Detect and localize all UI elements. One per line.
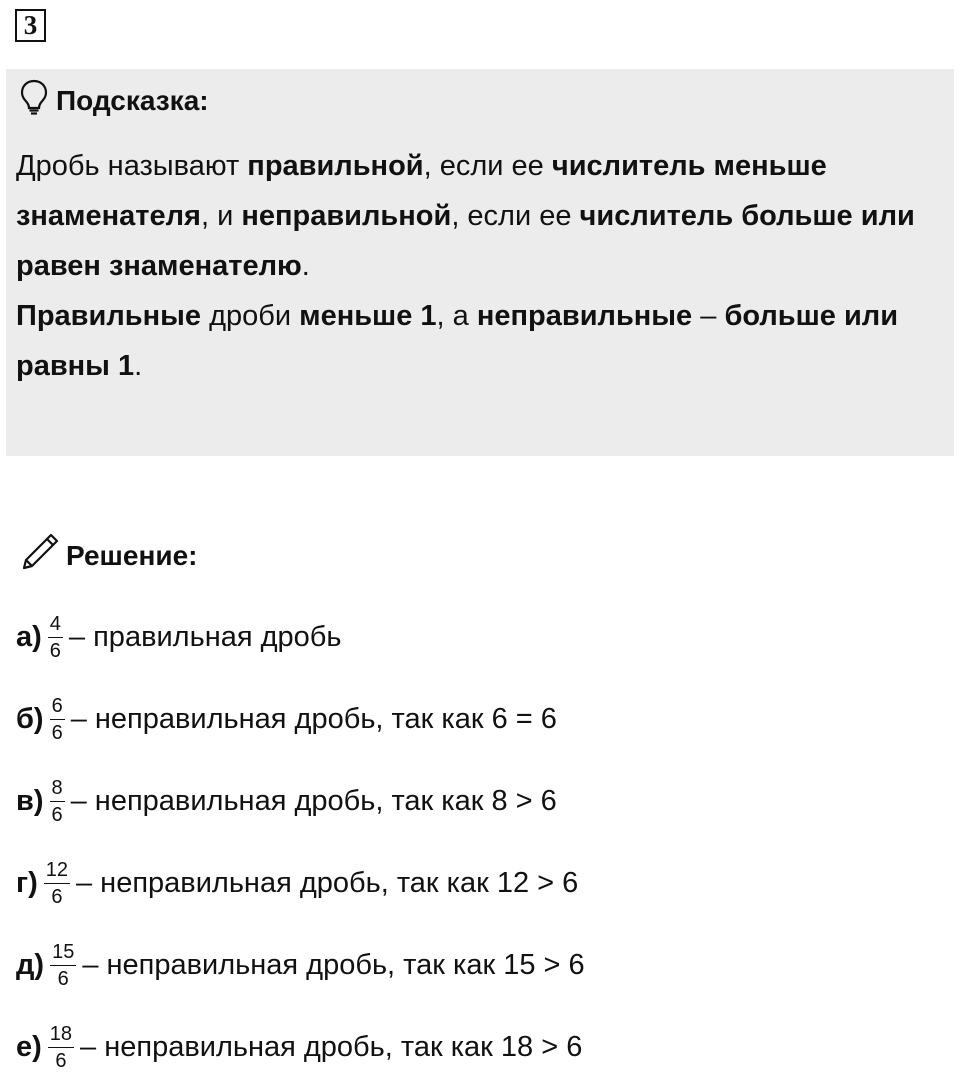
fraction-denominator: 6: [55, 1049, 67, 1072]
fraction-denominator: 6: [57, 967, 69, 990]
fraction-denominator: 6: [51, 885, 63, 908]
fraction-denominator: 6: [51, 803, 63, 826]
solution-item: [16, 842, 946, 924]
item-description: – правильная дробь: [68, 620, 342, 653]
hint-text-run: .: [134, 350, 143, 382]
fraction-numerator: 18: [48, 1024, 74, 1048]
hint-bold-text: числитель меньше знаменателя: [16, 150, 827, 232]
hint-header: [20, 79, 209, 122]
item-description: – неправильная дробь, так как 18 > 6: [80, 1030, 583, 1063]
hint-text-run: –: [692, 300, 725, 332]
item-letter: г): [16, 866, 38, 899]
hint-text-run: , а: [436, 300, 477, 332]
fraction-numerator: 12: [44, 860, 70, 884]
hint-text: [16, 141, 944, 391]
solution-item: [16, 678, 946, 760]
fraction: [50, 778, 65, 825]
fraction-numerator: 8: [50, 778, 65, 802]
fraction-denominator: 6: [49, 639, 61, 662]
solution-item: [16, 924, 946, 1006]
hint-text-run: , если ее: [451, 200, 580, 232]
hint-bold-text: правильной: [247, 150, 424, 182]
hint-bold-text: Правильные: [16, 300, 202, 332]
item-letter: б): [16, 702, 44, 735]
hint-text-run: .: [301, 250, 310, 282]
fraction-numerator: 4: [48, 614, 63, 638]
fraction-denominator: 6: [51, 721, 63, 744]
hint-text-run: , и: [200, 200, 242, 232]
hint-title: Подсказка:: [56, 84, 209, 116]
fraction: [50, 942, 76, 989]
solution-item: [16, 1006, 946, 1088]
solution-item: [16, 596, 946, 678]
task-number-badge: 3: [15, 9, 46, 42]
hint-bold-text: неправильные: [476, 300, 693, 332]
fraction-numerator: 15: [50, 942, 76, 966]
hint-paragraph: [16, 291, 944, 391]
item-letter: д): [16, 948, 45, 981]
fraction-numerator: 6: [50, 696, 65, 720]
fraction: [48, 1024, 74, 1071]
pencil-icon: [18, 530, 62, 581]
solution-list: [16, 596, 946, 1088]
hint-text-run: дроби: [201, 300, 300, 332]
item-letter: а): [16, 620, 42, 653]
hint-text-run: , если ее: [423, 150, 552, 182]
hint-bold-text: неправильной: [241, 200, 452, 232]
fraction: [50, 696, 65, 743]
item-letter: в): [16, 784, 44, 817]
hint-box: [6, 69, 954, 456]
hint-bold-text: числитель больше или равен знаменателю: [16, 200, 915, 282]
hint-paragraph: [16, 141, 944, 291]
hint-bold-text: меньше 1: [299, 300, 437, 332]
solution-item: [16, 760, 946, 842]
item-description: – неправильная дробь, так как 12 > 6: [76, 866, 579, 899]
solution-title: Решение:: [66, 539, 198, 571]
item-description: – неправильная дробь, так как 6 = 6: [70, 702, 557, 735]
hint-text-run: Дробь называют: [16, 150, 248, 182]
fraction: [48, 614, 63, 661]
fraction: [44, 860, 70, 907]
item-description: – неправильная дробь, так как 15 > 6: [82, 948, 585, 981]
item-letter: е): [16, 1030, 42, 1063]
item-description: – неправильная дробь, так как 8 > 6: [70, 784, 557, 817]
solution-header: [18, 530, 197, 581]
lightbulb-icon: [20, 79, 48, 122]
hint-bold-text: больше или равны 1: [16, 300, 899, 382]
